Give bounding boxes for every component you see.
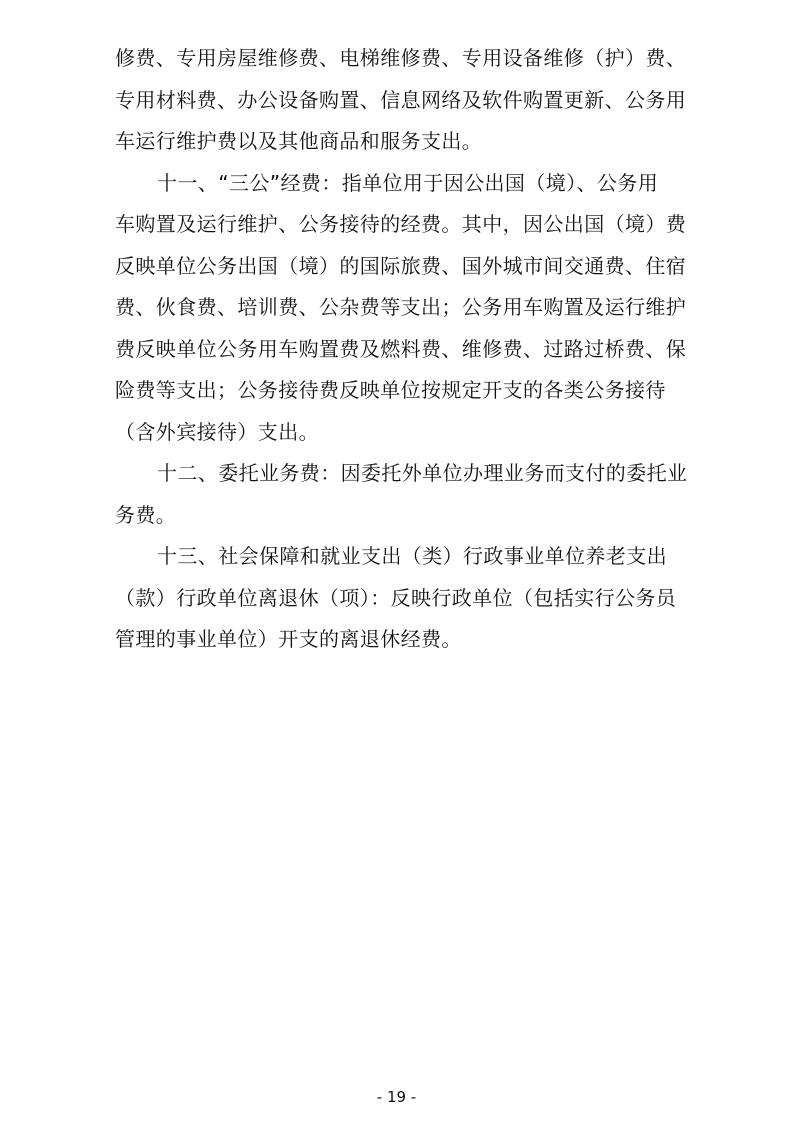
text-line: 车运行维护费以及其他商品和服务支出。 [115,129,483,153]
text-line: 反映单位公务出国（境）的国际旅费、国外城市间交通费、住宿 [115,253,687,278]
text-line: 费、伙食费、培训费、公杂费等支出；公务用车购置及运行维护 [115,295,687,319]
text-line: 专用材料费、办公设备购置、信息网络及软件购置更新、公务用 [115,87,687,112]
page-number: - 19 - [376,1088,417,1106]
text-line: 费反映单位公务用车购置费及燃料费、维修费、过路过桥费、保 [115,336,687,361]
paragraph-thirteen-first-line: 十三、社会保障和就业支出（类）行政事业单位养老支出 [157,544,667,568]
paragraph-eleven-first-line: 十一、“三公”经费：指单位用于因公出国（境）、公务用 [157,170,659,195]
text-line: 管理的事业单位）开支的离退休经费。 [115,627,462,651]
text-line: （款）行政单位离退休（项）：反映行政单位（包括实行公务员 [115,585,677,610]
text-line: 务费。 [115,502,177,527]
text-line: （含外宾接待）支出。 [115,419,319,444]
document-body [115,48,695,671]
paragraph-twelve-first-line: 十二、委托业务费：因委托外单位办理业务而支付的委托业 [157,461,688,485]
text-line: 车购置及运行维护、公务接待的经费。其中，因公出国（境）费 [115,212,687,236]
text-line: 险费等支出；公务接待费反映单位按规定开支的各类公务接待 [115,378,666,402]
text-line: 修费、专用房屋维修费、电梯维修费、专用设备维修（护）费、 [115,46,687,70]
